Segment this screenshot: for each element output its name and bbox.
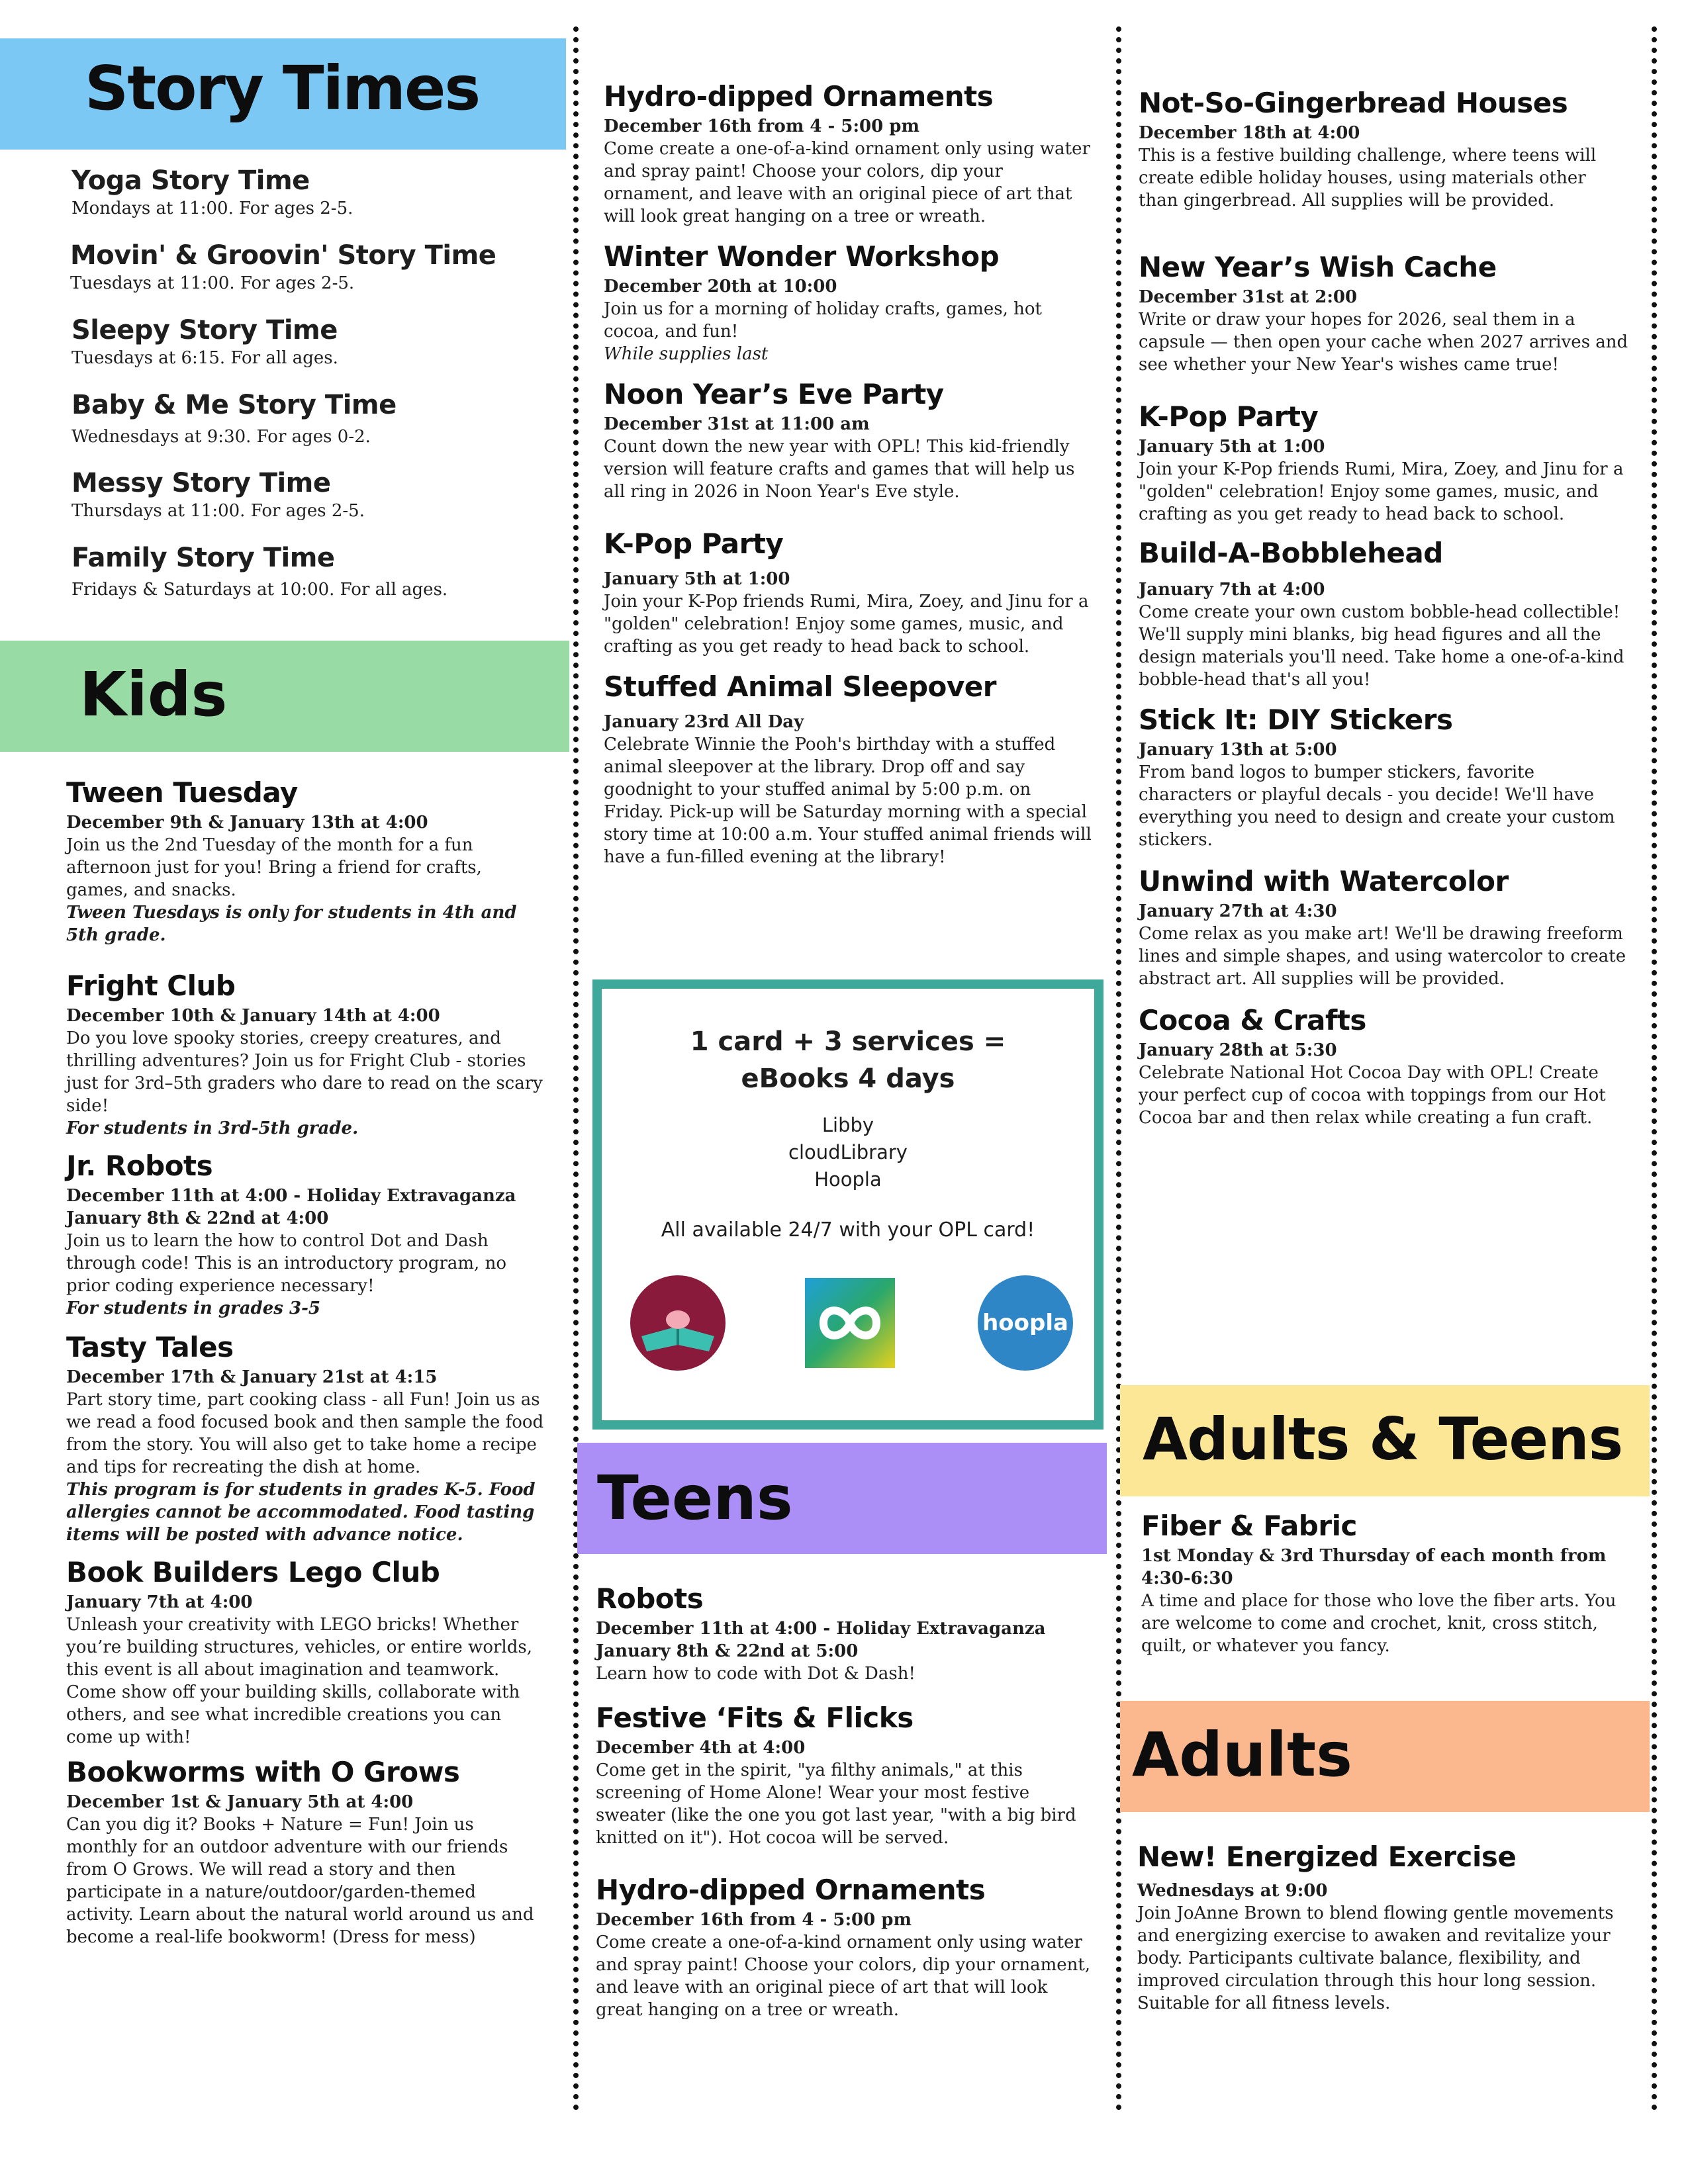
service-hoopla[interactable]: Hoopla	[814, 1168, 882, 1191]
event-kpop-party-teens	[1139, 400, 1628, 525]
story-times-list	[71, 164, 568, 601]
event-title: Fright Club	[66, 970, 236, 1002]
event-description: Come create a one-of-a-kind ornament only using water and spray paint! Choose your colors, dip your ornament, and leave with an original piece of art that will look great hanging on a tree or wreath.	[604, 139, 1090, 226]
story-time-desc: Thursdays at 11:00. For ages 2-5.	[71, 501, 365, 521]
event-description: Join your K-Pop friends Rumi, Mira, Zoey, and Jinu for a "golden" celebration! Enjoy some games, music, and crafting as you get ready to head back to school.	[1139, 459, 1624, 524]
event-wish-cache	[1139, 250, 1628, 376]
event-title: Hydro-dipped Ornaments	[604, 80, 994, 113]
event-description: From band logos to bumper stickers, favorite characters or playful decals - you decide! We'll have everything you need to design and create your custom stickers.	[1139, 762, 1615, 850]
adults-heading: Adults	[1132, 1719, 1352, 1790]
event-date: January 27th at 4:30	[1139, 901, 1337, 921]
event-date: January 7th at 4:00	[1139, 580, 1325, 600]
event-title: Not-So-Gingerbread Houses	[1139, 87, 1568, 119]
promo-headline-line1: 1 card + 3 services =	[690, 1026, 1006, 1057]
event-not-so-gingerbread	[1139, 86, 1628, 212]
story-times-heading: Story Times	[85, 53, 480, 124]
libby-icon	[628, 1273, 727, 1373]
story-time-title: Sleepy Story Time	[71, 315, 338, 345]
event-stuffed-animal	[604, 670, 1094, 868]
teens-heading: Teens	[597, 1463, 793, 1533]
event-bookworms	[66, 1755, 546, 1948]
event-description: Join JoAnne Brown to blend flowing gentle movements and energizing exercise to awaken and revitalize your body. Participants cultivate balance, flexibility, and improved circulation through this hour long session. Suitable for all fitness levels.	[1137, 1903, 1614, 2013]
event-date: December 1st & January 5th at 4:00	[66, 1792, 414, 1812]
teens-banner	[577, 1443, 1107, 1554]
event-date: January 13th at 5:00	[1139, 740, 1337, 760]
event-title: Stick It: DIY Stickers	[1139, 704, 1453, 736]
event-title: New! Energized Exercise	[1137, 1841, 1517, 1873]
adults-teens-events	[1141, 1509, 1631, 1657]
event-description: Come relax as you make art! We'll be drawing freeform lines and simple shapes, and using watercolor to create abstract art. All supplies will be provided.	[1139, 924, 1626, 989]
event-description: A time and place for those who love the fiber arts. You are welcome to come and crochet, knit, cross stitch, quilt, or whatever you fancy.	[1141, 1591, 1617, 1656]
event-fright-club	[66, 969, 546, 1140]
event-date: December 9th & January 13th at 4:00	[66, 813, 428, 833]
story-times-banner	[0, 38, 566, 150]
promo-services	[602, 1112, 1094, 1193]
event-note: This program is for students in grades K-5. Food allergies cannot be accommodated. Food tasting items will be posted with advance notice.	[66, 1480, 536, 1545]
event-note: For students in 3rd-5th grade.	[66, 1118, 359, 1138]
event-date: December 11th at 4:00 - Holiday Extravaganza	[596, 1619, 1046, 1639]
event-date: January 5th at 1:00	[1139, 437, 1325, 457]
story-time-item	[71, 467, 568, 541]
hoopla-logo[interactable]	[976, 1273, 1075, 1373]
event-title: Fiber & Fabric	[1141, 1510, 1357, 1542]
event-description: Count down the new year with OPL! This kid-friendly version will feature crafts and games that will help us all ring in 2026 in Noon Year's Eve style.	[604, 437, 1075, 502]
event-description: Come create your own custom bobble-head collectible! We'll supply mini blanks, big head figures and all the design materials you'll need. Take home a one-of-a-kind bobble-head that's all you!	[1139, 602, 1624, 690]
event-diy-stickers	[1139, 703, 1628, 851]
event-winter-wonder	[604, 240, 1094, 365]
event-description: Do you love spooky stories, creepy creatures, and thrilling adventures? Join us for Fright Club - stories just for 3rd–5th graders who dare to read on the scary side!	[66, 1028, 543, 1116]
cloudlibrary-logo[interactable]	[800, 1273, 900, 1373]
event-hydro-dipped-teens	[596, 1873, 1099, 2021]
event-title: Robots	[596, 1582, 704, 1615]
event-date: December 10th & January 14th at 4:00	[66, 1006, 440, 1026]
promo-footer: All available 24/7 with your OPL card!	[661, 1218, 1035, 1242]
story-time-desc: Wednesdays at 9:30. For ages 0-2.	[71, 427, 371, 447]
event-date: January 7th at 4:00	[66, 1592, 253, 1612]
adults-teens-heading: Adults & Teens	[1143, 1405, 1623, 1473]
event-date: December 31st at 11:00 am	[604, 414, 870, 434]
event-robots	[596, 1582, 1099, 1685]
event-kpop-party	[604, 527, 1094, 658]
kids-heading: Kids	[79, 659, 228, 730]
event-description: Unleash your creativity with LEGO bricks! Whether you’re building structures, vehicles, or entire worlds, this event is all about imagination and teamwork. Come show off your building skills, collaborate with others, and see what incredible creations you can come up with!	[66, 1615, 532, 1747]
ebooks-promo-box	[592, 979, 1103, 1430]
event-date: January 28th at 5:30	[1139, 1040, 1337, 1060]
event-title: Cocoa & Crafts	[1139, 1004, 1366, 1036]
event-watercolor	[1139, 864, 1628, 990]
event-description: Join your K-Pop friends Rumi, Mira, Zoey, and Jinu for a "golden" celebration! Enjoy some games, music, and crafting as you get ready to head back to school.	[604, 592, 1089, 657]
event-date: December 16th from 4 - 5:00 pm	[604, 116, 919, 136]
event-date: December 11th at 4:00 - Holiday Extravaganza	[66, 1186, 516, 1206]
event-title: Unwind with Watercolor	[1139, 865, 1509, 897]
event-title: Tween Tuesday	[66, 776, 298, 809]
libby-logo[interactable]	[628, 1273, 727, 1373]
event-bobblehead	[1139, 536, 1628, 691]
column-divider-left	[573, 26, 579, 2111]
kids-banner	[0, 641, 569, 752]
event-date: Wednesdays at 9:00	[1137, 1881, 1328, 1901]
event-title: K-Pop Party	[604, 527, 784, 560]
event-title: Festive ‘Fits & Flicks	[596, 1702, 914, 1734]
event-date: January 23rd All Day	[604, 712, 804, 732]
event-festive-fits	[596, 1701, 1099, 1849]
event-date: January 5th at 1:00	[604, 569, 790, 589]
event-title: Book Builders Lego Club	[66, 1556, 440, 1588]
story-time-desc: Tuesdays at 11:00. For ages 2-5.	[70, 273, 355, 293]
promo-headline	[602, 1023, 1094, 1097]
event-note: While supplies last	[604, 344, 769, 364]
kids-events	[66, 776, 546, 1948]
story-time-desc: Fridays & Saturdays at 10:00. For all ages.	[71, 580, 448, 600]
story-time-desc: Tuesdays at 6:15. For all ages.	[71, 348, 338, 368]
event-title: Jr. Robots	[66, 1150, 213, 1182]
event-description: Celebrate Winnie the Pooh's birthday with a stuffed animal sleepover at the library. Drop off and say goodnight to your stuffed animal by 5:00 p.m. on Friday. Pick-up will be Saturday morning with a special story time at 10:00 a.m. Your stuffed animal friends will have a fun-filled evening at the library!	[604, 735, 1092, 867]
column3-events	[1139, 86, 1628, 1129]
event-date: December 18th at 4:00	[1139, 123, 1360, 143]
event-description: Come create a one-of-a-kind ornament only using water and spray paint! Choose your colors, dip your ornament, and leave with an original piece of art that will look great hanging on a tree or wreath.	[596, 1933, 1091, 2020]
adults-teens-banner	[1120, 1385, 1650, 1496]
event-description: Write or draw your hopes for 2026, seal them in a capsule — then open your cache when 2027 arrives and see whether your New Year's wishes came true!	[1139, 310, 1628, 375]
event-description: Part story time, part cooking class - all Fun! Join us as we read a food focused book and then sample the food from the story. You will also get to take home a recipe and tips for recreating the dish at home.	[66, 1390, 544, 1477]
event-energized-exercise	[1137, 1840, 1640, 2015]
event-description: Come get in the spirit, "ya filthy animals," at this screening of Home Alone! Wear your most festive sweater (like the one you got last year, "with a big bird knitted on it"). Hot cocoa will be served.	[596, 1760, 1076, 1848]
event-hydro-dipped	[604, 79, 1094, 228]
event-jr-robots	[66, 1149, 546, 1320]
adults-events	[1137, 1840, 1640, 2015]
event-date-secondary: January 8th & 22nd at 4:00	[66, 1208, 329, 1228]
event-title: Winter Wonder Workshop	[604, 240, 1000, 273]
adults-banner	[1120, 1701, 1650, 1812]
story-time-desc: Mondays at 11:00. For ages 2-5.	[71, 199, 353, 218]
teens-events	[596, 1582, 1099, 2021]
cloudlibrary-icon	[804, 1277, 896, 1369]
event-note: For students in grades 3-5	[66, 1298, 320, 1318]
story-time-title: Messy Story Time	[71, 468, 331, 498]
event-title: Tasty Tales	[66, 1331, 234, 1363]
story-time-item	[70, 239, 568, 314]
service-cloudlibrary[interactable]: cloudLibrary	[788, 1141, 908, 1163]
column-divider-right	[1652, 26, 1657, 2111]
story-time-title: Movin' & Groovin' Story Time	[70, 240, 496, 271]
column2-events	[604, 79, 1094, 868]
event-description: Join us to learn the how to control Dot and Dash through code! This is an introductory program, no prior coding experience necessary!	[66, 1231, 506, 1296]
event-title: New Year’s Wish Cache	[1139, 251, 1497, 283]
event-date-secondary: January 8th & 22nd at 5:00	[596, 1641, 859, 1661]
event-note: Tween Tuesdays is only for students in 4th and 5th grade.	[66, 903, 517, 945]
event-date: 1st Monday & 3rd Thursday of each month from 4:30-6:30	[1141, 1546, 1607, 1588]
service-libby[interactable]: Libby	[821, 1114, 874, 1136]
story-time-item	[71, 314, 568, 388]
event-title: Stuffed Animal Sleepover	[604, 670, 996, 703]
event-tasty-tales	[66, 1330, 546, 1546]
event-tween-tuesday	[66, 776, 546, 946]
story-time-item	[71, 164, 568, 239]
event-description: Join us the 2nd Tuesday of the month for a fun afternoon just for you! Bring a friend for crafts, games, and snacks.	[66, 835, 482, 900]
event-cocoa-crafts	[1139, 1003, 1628, 1129]
story-time-title: Yoga Story Time	[71, 165, 310, 196]
event-book-builders	[66, 1555, 546, 1749]
event-noon-years-eve	[604, 377, 1094, 503]
story-time-item	[71, 388, 568, 467]
event-description: This is a festive building challenge, where teens will create edible holiday houses, using materials other than gingerbread. All supplies will be provided.	[1139, 146, 1597, 210]
hoopla-icon	[976, 1273, 1075, 1373]
story-time-title: Baby & Me Story Time	[71, 390, 397, 420]
story-time-item	[71, 541, 568, 601]
event-date: December 20th at 10:00	[604, 277, 837, 296]
event-description: Celebrate National Hot Cocoa Day with OPL! Create your perfect cup of cocoa with toppings from our Hot Cocoa bar and then relax while creating a fun craft.	[1139, 1063, 1606, 1128]
event-title: Noon Year’s Eve Party	[604, 378, 944, 410]
event-title: Bookworms with O Grows	[66, 1756, 460, 1788]
event-fiber-fabric	[1141, 1509, 1631, 1657]
event-description: Learn how to code with Dot & Dash!	[596, 1664, 915, 1684]
event-title: K-Pop Party	[1139, 400, 1319, 433]
event-date: December 16th from 4 - 5:00 pm	[596, 1910, 912, 1930]
event-description: Join us for a morning of holiday crafts, games, hot cocoa, and fun!	[604, 299, 1042, 341]
event-date: December 17th & January 21st at 4:15	[66, 1367, 438, 1387]
promo-headline-line2: eBooks 4 days	[741, 1064, 955, 1094]
story-time-title: Family Story Time	[71, 543, 335, 573]
event-date: December 31st at 2:00	[1139, 287, 1358, 307]
hoopla-logo-text: hoopla	[982, 1310, 1068, 1336]
event-title: Hydro-dipped Ornaments	[596, 1874, 986, 1906]
event-description: Can you dig it? Books + Nature = Fun! Join us monthly for an outdoor adventure with our friends from O Grows. We will read a story and then participate in a nature/outdoor/garden-themed activity. Learn about the natural world around us and become a real-life bookworm! (Dress for mess)	[66, 1815, 534, 1947]
event-title: Build-A-Bobblehead	[1139, 537, 1443, 569]
event-date: December 4th at 4:00	[596, 1738, 806, 1758]
